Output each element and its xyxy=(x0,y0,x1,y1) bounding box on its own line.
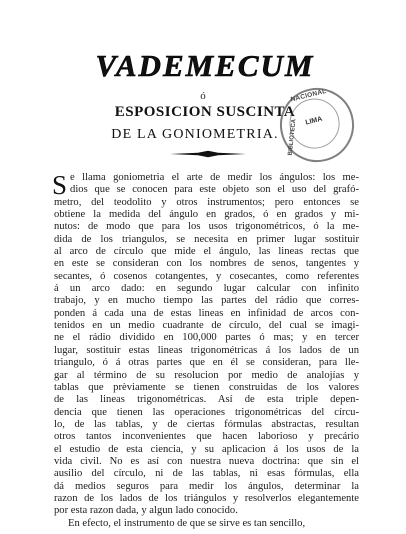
next-paragraph-line: En efecto, el instrumento de que se sirve es tan sencillo, xyxy=(68,517,306,529)
page-title: VADEMECUM xyxy=(95,48,315,83)
drop-cap: S xyxy=(52,170,68,200)
ornament-divider-icon xyxy=(168,150,248,158)
paragraph-line: el estudio de esta ciencia, y su aplicacion á los usos de la xyxy=(54,443,359,455)
paragraph-line: ausilio del círculo, ni de las tablas, ni esas fórmulas, ella xyxy=(54,468,359,480)
paragraph-line: lo, de las tablas, y de ciertas fórmulas abstractas, resultan xyxy=(54,418,359,430)
paragraph-line: dá medios seguros para medir los ángulos, determinar la xyxy=(54,480,359,492)
paragraph-line: e llama goniometria el arte de medir los ángulos: los me- xyxy=(70,172,359,183)
paragraph-line: otros tantos inconvenientes que hacen laborioso y precário xyxy=(54,431,359,443)
paragraph-line: secantes, ó cosenos cotangentes, y cosecantes, como referentes xyxy=(54,270,359,282)
paragraph-line: por esta razon dada, y algun lado conocido. xyxy=(54,505,238,517)
paragraph-line: á un arco dado: en segundo lugar calcular con infinito xyxy=(54,283,359,295)
paragraph-line: metro, del teodolito y otros instrumentos; pero entonces se xyxy=(54,196,359,208)
paragraph-line: lugar, sostituir estas lineas trigonométricas á los lados de un xyxy=(54,344,359,356)
stamp-top-text: NACIONAL xyxy=(289,87,328,104)
paragraph-line: ne el rádio dividido en 100,000 partes ó mas; y en tercer xyxy=(54,332,359,344)
paragraph-line: nutos: de modo que para los usos trigonométricos, ó la me- xyxy=(54,221,359,233)
paragraph-line: dencia que tienen las operaciones trigonométricas del círcu- xyxy=(54,406,359,418)
subtitle-line-1: ESPOSICION SUSCINTA xyxy=(114,104,296,120)
paragraph-line: razon de los lados de los triángulos y resolverlos elegantemente xyxy=(54,492,359,504)
paragraph-line: de las lineas trigonométricas. Así de esta triple depen- xyxy=(54,394,359,406)
paragraph-line: tablas que prèviamente se tienen construidas de los valores xyxy=(54,381,359,393)
paragraph-line: ponden á cada una de estas lineas en infinidad de arcos con- xyxy=(54,307,359,319)
title-conjunction: ó xyxy=(200,90,206,102)
paragraph-line: dida de los triangulos, se necesita en primer lugar sostituir xyxy=(54,233,359,245)
stamp-middle-text: LIMA xyxy=(304,115,324,127)
body-paragraph xyxy=(54,172,359,530)
paragraph-line: dios que se conocen para este objeto son el uso del grafó- xyxy=(70,184,359,196)
paragraph-line: tenidos en un medio cuadrante de círculo, del cual se imagi- xyxy=(54,320,359,332)
paragraph-line: vida civil. No es así con nuestra nueva doctrina: que sin el xyxy=(54,455,359,467)
subtitle-line-2: DE LA GONIOMETRIA. xyxy=(111,127,279,142)
paragraph-line: al arco de círculo que mide el ángulo, las lineas rectas que xyxy=(54,246,359,258)
paragraph-line: triangulo, ó á otras partes que en él se consideran, para lle- xyxy=(54,357,359,369)
library-stamp xyxy=(272,80,362,170)
stamp-side-text: BIBLIOTECA xyxy=(287,118,298,156)
paragraph-line: trabajo, y en mucho tiempo las partes del rádio que corres- xyxy=(54,295,359,307)
paragraph-line: gar al término de su resolucion por medio de analojías y xyxy=(54,369,359,381)
paragraph-line: obtiene la medida del ángulo en grados, ó en grados y mi- xyxy=(54,209,359,221)
paragraph-line: en este se consideran con los nombres de senos, tangentes y xyxy=(54,258,359,270)
